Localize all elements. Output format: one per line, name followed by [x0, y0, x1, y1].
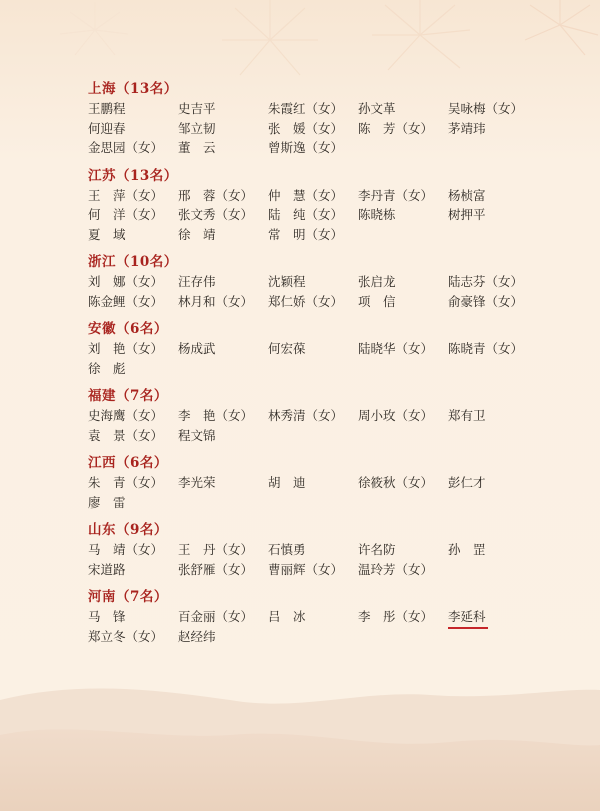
province-name: 江苏 — [88, 167, 116, 184]
person-name: 李 彤（女） — [358, 609, 434, 624]
paren-open: （ — [116, 321, 130, 337]
person-name: 朱霞红（女） — [268, 101, 344, 116]
paren-open: （ — [116, 455, 130, 471]
province-section — [88, 520, 558, 579]
person-name: 陈 芳（女） — [358, 120, 434, 136]
province-title — [88, 79, 558, 99]
person-name: 彭仁才 — [448, 475, 486, 490]
province-title — [88, 319, 558, 339]
name-row — [88, 138, 558, 158]
name-row — [88, 493, 558, 513]
province-title — [88, 166, 558, 186]
province-count: 7 — [130, 589, 140, 605]
paren-close: ） — [153, 522, 168, 538]
person-name: 石慎勇 — [268, 542, 306, 557]
person-name: 朱 青（女） — [88, 475, 164, 490]
paren-open: （ — [116, 81, 130, 97]
province-name: 浙江 — [88, 254, 116, 270]
person-name: 林月和（女） — [178, 293, 254, 309]
paren-close: ） — [163, 254, 178, 270]
province-title — [88, 386, 558, 406]
person-name: 史海鹰（女） — [88, 408, 164, 423]
person-name: 张启龙 — [358, 274, 396, 289]
count-unit: 名 — [139, 321, 154, 337]
name-list — [88, 79, 558, 654]
person-name: 陆晓华（女） — [358, 341, 434, 356]
person-name: 董 云 — [178, 140, 216, 155]
province-title — [88, 252, 558, 272]
name-row — [88, 225, 558, 245]
person-name: 曾斯逸（女） — [268, 140, 344, 155]
person-name: 廖 雷 — [88, 494, 126, 510]
person-name: 王鹏程 — [88, 101, 126, 116]
province-section — [88, 319, 558, 378]
person-name: 温玲芳（女） — [358, 561, 434, 577]
province-title — [88, 587, 558, 607]
name-row — [88, 339, 558, 359]
name-row — [88, 186, 558, 206]
person-name: 金思园（女） — [88, 140, 164, 155]
name-row — [88, 473, 558, 493]
province-name: 上海 — [88, 81, 116, 97]
person-name: 马 锋 — [88, 609, 126, 624]
person-name: 陆 纯（女） — [268, 207, 344, 222]
person-name: 宋道路 — [88, 561, 126, 577]
person-name: 张舒雁（女） — [178, 561, 254, 577]
name-row — [88, 426, 558, 446]
province-name: 安徽 — [88, 321, 116, 337]
person-name: 史吉平 — [178, 101, 216, 116]
person-name: 何宏葆 — [268, 341, 306, 356]
person-name: 李延科 — [448, 607, 538, 627]
person-name: 邢 蓉（女） — [178, 187, 254, 203]
person-name: 李 艳（女） — [178, 408, 254, 423]
province-count: 13 — [130, 81, 150, 97]
hill-front — [0, 729, 600, 811]
person-name: 陆志芬（女） — [448, 274, 524, 289]
province-section — [88, 166, 558, 245]
person-name: 何 洋（女） — [88, 207, 164, 222]
person-name: 张 媛（女） — [268, 120, 344, 136]
province-section — [88, 386, 558, 445]
province-section — [88, 79, 558, 158]
person-name: 孙文革 — [358, 101, 396, 116]
person-name: 何迎春 — [88, 120, 126, 136]
person-name: 徐 靖 — [178, 226, 216, 242]
person-name: 邹立韧 — [178, 120, 216, 136]
person-name: 沈颖程 — [268, 274, 306, 289]
paren-open: （ — [116, 167, 130, 184]
province-section — [88, 587, 558, 646]
paren-close: ） — [163, 167, 178, 184]
count-unit: 名 — [149, 254, 164, 270]
name-row — [88, 205, 558, 225]
person-name: 吕 冰 — [268, 609, 306, 624]
person-name: 项 信 — [358, 293, 396, 309]
province-count: 6 — [130, 455, 140, 471]
name-row — [88, 272, 558, 292]
province-title — [88, 520, 558, 540]
person-name: 胡 迪 — [268, 475, 306, 490]
person-name: 夏 域 — [88, 226, 126, 242]
province-name: 江西 — [88, 455, 116, 471]
name-row — [88, 627, 558, 647]
province-count: 13 — [130, 167, 150, 184]
paren-open: （ — [116, 254, 130, 270]
province-title — [88, 453, 558, 473]
paren-close: ） — [153, 589, 168, 605]
person-name: 仲 慧（女） — [268, 187, 344, 203]
person-name: 杨成武 — [178, 341, 216, 356]
province-section — [88, 252, 558, 311]
person-name: 周小玫（女） — [358, 408, 434, 423]
person-name: 俞豪锋（女） — [448, 293, 524, 309]
person-name: 赵经纬 — [178, 628, 216, 644]
person-name: 袁 景（女） — [88, 427, 164, 443]
person-name: 李光荣 — [178, 475, 216, 490]
name-row — [88, 560, 558, 580]
person-name: 林秀清（女） — [268, 408, 344, 423]
person-name: 刘 艳（女） — [88, 341, 164, 356]
name-row — [88, 540, 558, 560]
person-name: 陈晓栋 — [358, 207, 396, 222]
name-row — [88, 292, 558, 312]
person-name: 马 靖（女） — [88, 542, 164, 557]
person-name: 郑立冬（女） — [88, 628, 164, 644]
person-name: 郑有卫 — [448, 408, 486, 423]
province-count: 9 — [130, 522, 140, 538]
person-name: 王 萍（女） — [88, 187, 164, 203]
person-name: 杨桢富 — [448, 187, 486, 203]
province-name: 福建 — [88, 388, 116, 404]
person-name: 张文秀（女） — [178, 207, 254, 222]
person-name: 汪存伟 — [178, 274, 216, 289]
person-name: 茅靖玮 — [448, 120, 486, 136]
name-row — [88, 406, 558, 426]
province-count: 10 — [130, 254, 150, 270]
person-name: 陈金鲤（女） — [88, 293, 164, 309]
paren-close: ） — [153, 455, 168, 471]
paren-close: ） — [153, 388, 168, 404]
count-unit: 名 — [139, 388, 154, 404]
name-row — [88, 607, 558, 627]
person-name: 吴咏梅（女） — [448, 101, 524, 116]
person-name: 徐 彪 — [88, 360, 126, 376]
province-name: 河南 — [88, 589, 116, 605]
count-unit: 名 — [139, 589, 154, 605]
count-unit: 名 — [149, 81, 164, 97]
name-row — [88, 359, 558, 379]
name-row — [88, 119, 558, 139]
paren-open: （ — [116, 522, 130, 538]
paren-open: （ — [116, 388, 130, 404]
person-name: 曹丽辉（女） — [268, 561, 344, 577]
count-unit: 名 — [149, 167, 164, 184]
count-unit: 名 — [139, 455, 154, 471]
name-row — [88, 99, 558, 119]
person-name: 王 丹（女） — [178, 542, 254, 557]
person-name: 刘 娜（女） — [88, 274, 164, 289]
province-name: 山东 — [88, 522, 116, 538]
person-name: 徐筱秋（女） — [358, 475, 434, 490]
person-name: 郑仁娇（女） — [268, 293, 344, 309]
paren-open: （ — [116, 589, 130, 605]
province-count: 6 — [130, 321, 140, 337]
person-name: 百金丽（女） — [178, 609, 254, 624]
person-name: 孙 罡 — [448, 542, 486, 557]
person-name: 常 明（女） — [268, 226, 344, 242]
paren-close: ） — [153, 321, 168, 337]
person-name: 树押平 — [448, 207, 486, 222]
count-unit: 名 — [139, 522, 154, 538]
person-name: 李丹青（女） — [358, 187, 434, 203]
province-section — [88, 453, 558, 512]
person-name: 陈晓青（女） — [448, 341, 524, 356]
province-count: 7 — [130, 388, 140, 404]
person-name: 许名防 — [358, 542, 396, 557]
paren-close: ） — [163, 81, 178, 97]
person-name: 程文锦 — [178, 427, 216, 443]
